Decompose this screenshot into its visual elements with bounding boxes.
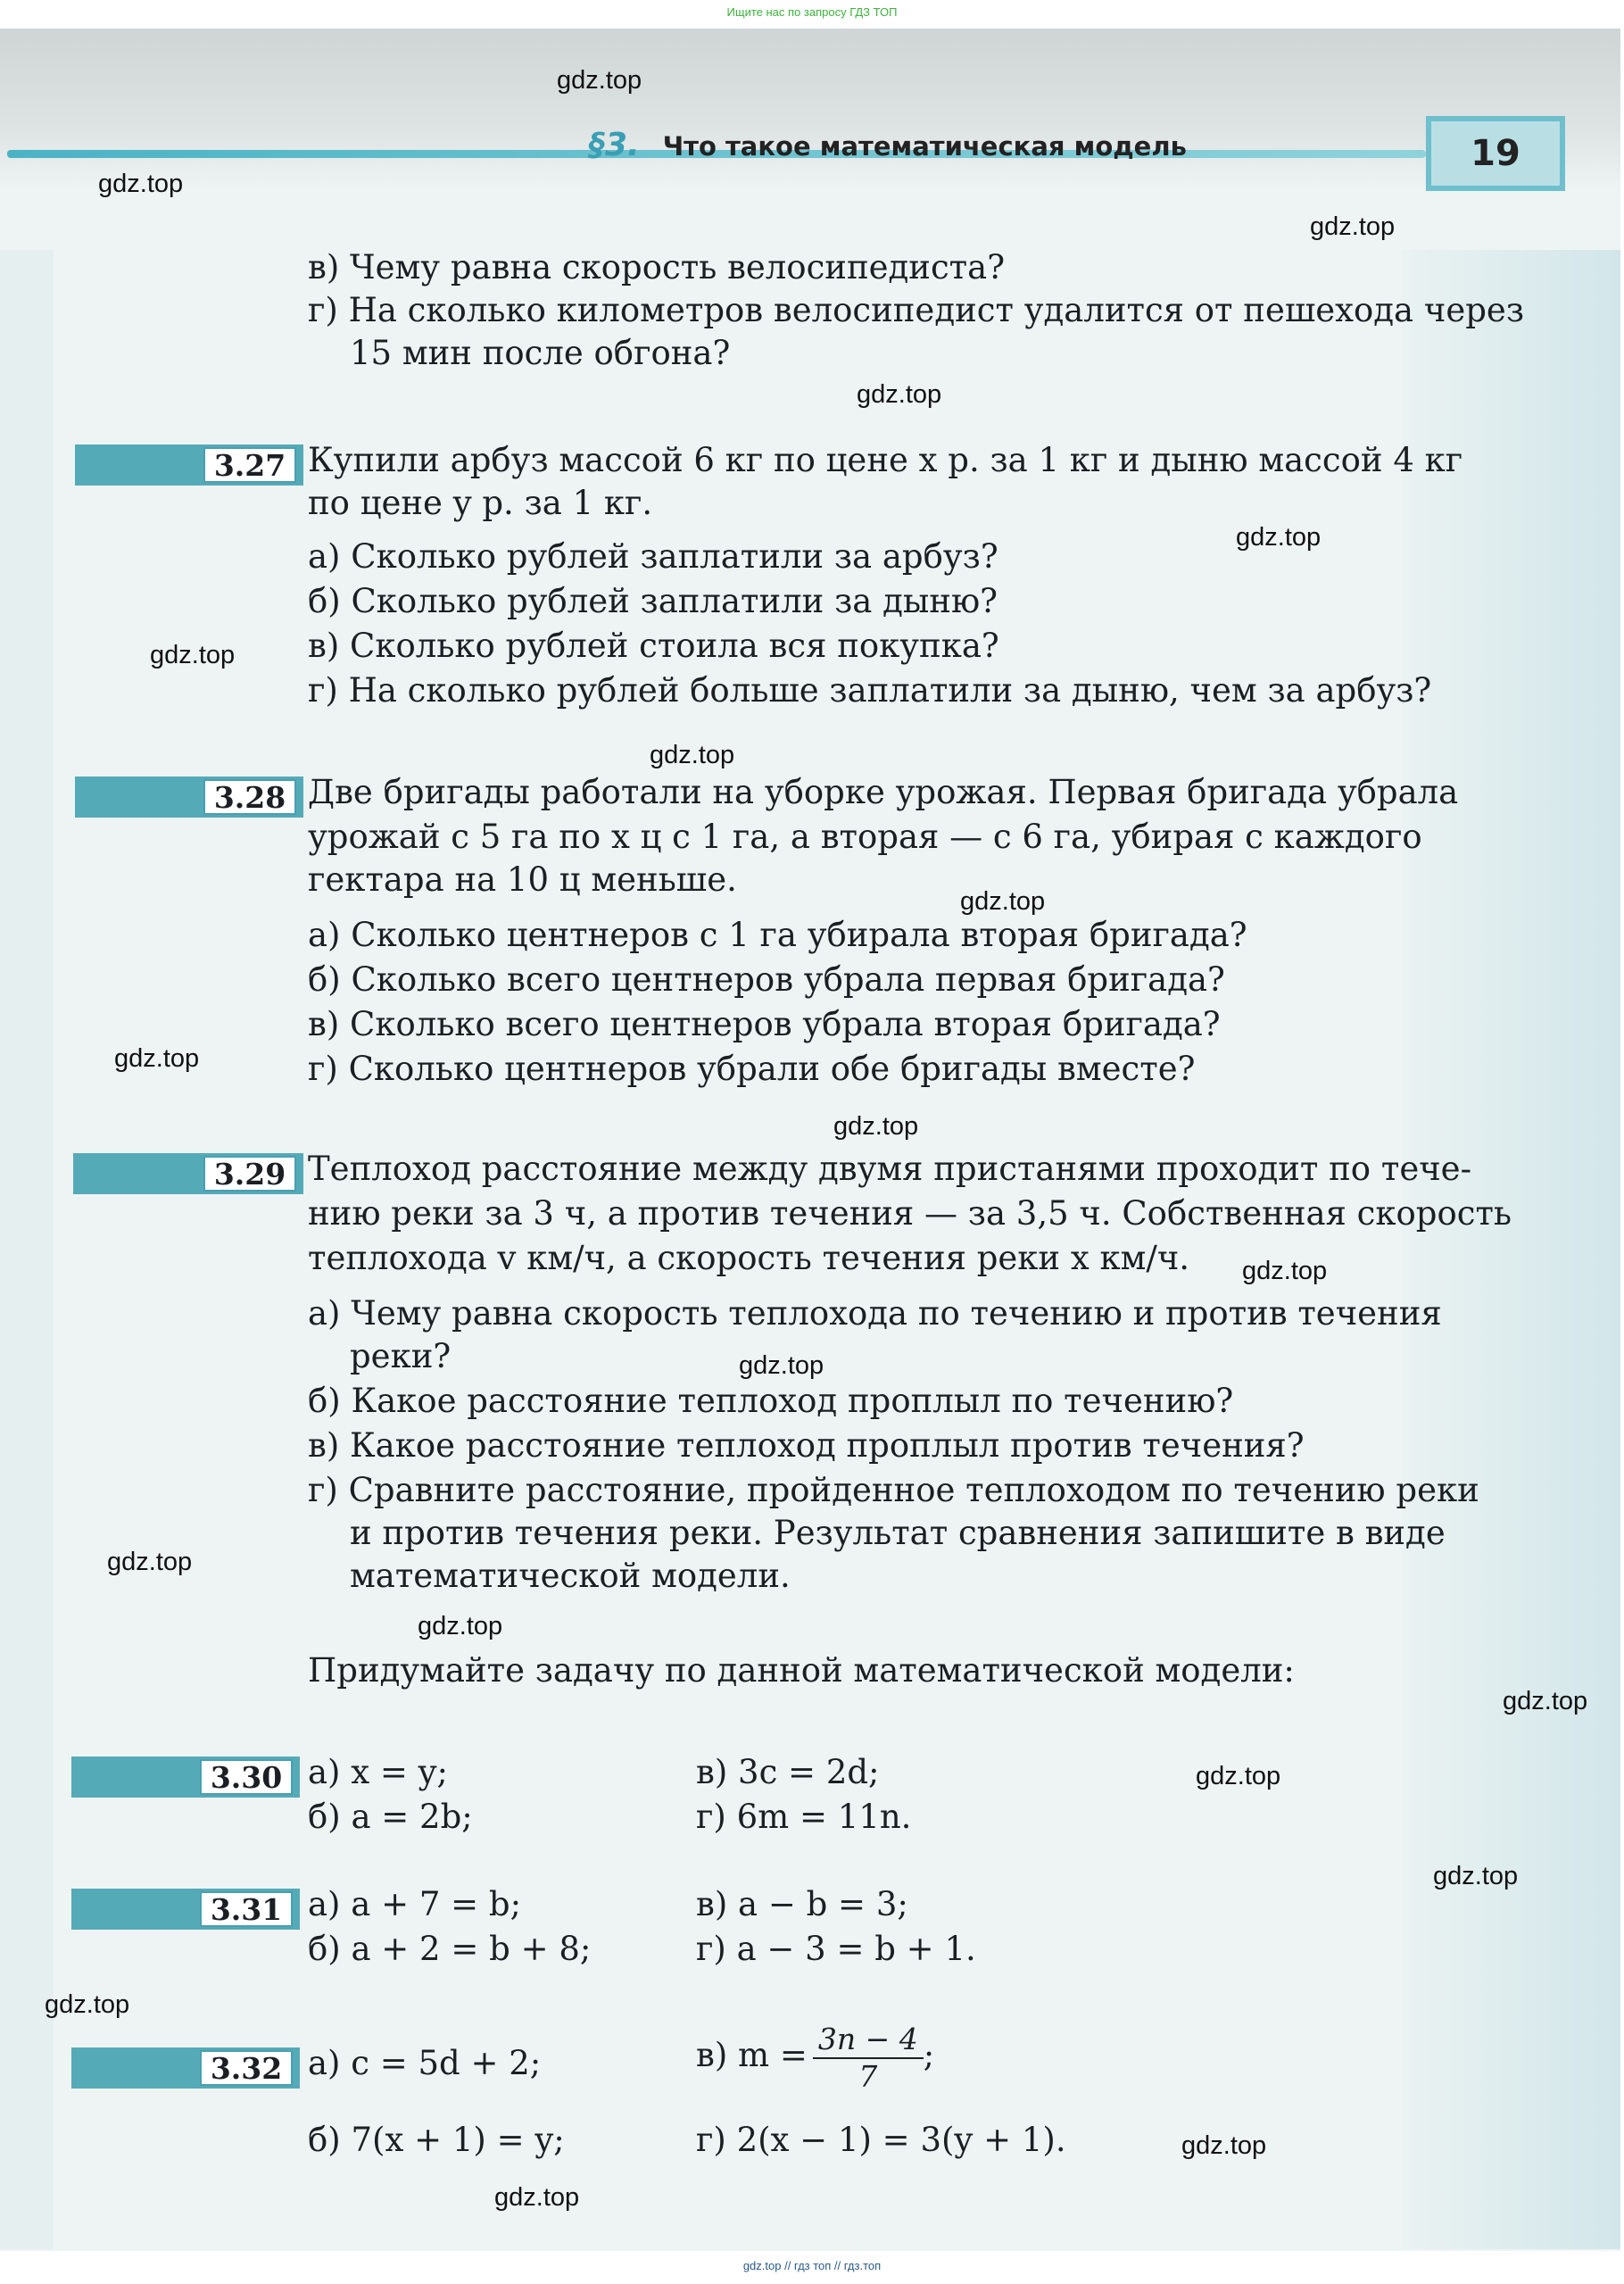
problem-3-29-number: 3.29 [203, 1156, 296, 1192]
problem-3-28-line-3: гектара на 10 ц меньше. [308, 860, 737, 899]
problem-3-32-c-suffix: ; [923, 2036, 935, 2074]
fraction-numerator: 3n − 4 [813, 2022, 924, 2059]
watermark: gdz.top [1181, 2131, 1267, 2160]
section-title [589, 127, 1187, 163]
bottom-note: gdz.top // гдз топ // гдз.топ [742, 2259, 882, 2272]
problem-3-29-item-a-cont: реки? [350, 1337, 452, 1375]
problem-3-27-item-b: б) Сколько рублей заплатили за дыню? [308, 582, 998, 620]
problem-3-28-item-d: г) Сколько центнеров убрали обе бригады вместе? [308, 1050, 1196, 1088]
watermark: gdz.top [107, 1548, 193, 1576]
problem-3-27-item-c: в) Сколько рублей стоила вся покупка? [308, 627, 999, 665]
watermark: gdz.top [1196, 1762, 1281, 1790]
watermark: gdz.top [45, 1990, 130, 2019]
instruction-text: Придумайте задачу по данной математической модели: [308, 1651, 1295, 1690]
problem-3-31-c: в) a − b = 3; [696, 1885, 908, 1923]
watermark: gdz.top [1242, 1257, 1328, 1285]
problem-3-27-line-1: Купили арбуз массой 6 кг по цене x р. за 1 кг и дыню массой 4 кг [308, 441, 1463, 479]
problem-3-29-item-c: в) Какое расстояние теплоход проплыл против течения? [308, 1426, 1305, 1465]
problem-3-28-number: 3.28 [203, 779, 296, 815]
problem-3-29-item-d-cont-1: и против течения реки. Результат сравнения запишите в виде [350, 1514, 1446, 1552]
problem-3-29-line-1: Теплоход расстояние между двумя пристанями проходит по тече- [308, 1150, 1472, 1188]
watermark: gdz.top [1433, 1862, 1519, 1890]
problem-3-27-number: 3.27 [203, 447, 296, 483]
problem-3-30-a: а) x = y; [308, 1753, 449, 1791]
problem-3-27-item-d: г) На сколько рублей больше заплатили за дыню, чем за арбуз? [308, 671, 1432, 710]
watermark: gdz.top [98, 170, 184, 198]
watermark: gdz.top [960, 887, 1046, 916]
intro-line-1: в) Чему равна скорость велосипедиста? [308, 248, 1006, 287]
problem-3-30-c: в) 3c = 2d; [696, 1753, 880, 1791]
right-margin-band [1403, 250, 1620, 2249]
problem-3-28-line-2: урожай с 5 га по x ц с 1 га, а вторая — с 6 га, убирая с каждого [308, 818, 1422, 856]
watermark: gdz.top [857, 380, 942, 409]
problem-3-29-item-a: а) Чему равна скорость теплохода по течению и против течения [308, 1294, 1442, 1333]
problem-3-32-c-prefix: в) m = [696, 2036, 808, 2074]
watermark: gdz.top [739, 1351, 824, 1380]
intro-line-2: г) На сколько километров велосипедист удалится от пешехода через [308, 291, 1525, 329]
watermark: gdz.top [650, 741, 735, 769]
watermark: gdz.top [494, 2183, 580, 2212]
problem-3-32-number: 3.32 [200, 2050, 293, 2086]
problem-3-27-item-a: а) Сколько рублей заплатили за арбуз? [308, 537, 998, 576]
problem-3-30-d: г) 6m = 11n. [696, 1798, 912, 1836]
section-heading: Что такое математическая модель [662, 131, 1187, 162]
problem-3-31-number: 3.31 [200, 1891, 293, 1927]
section-number: §3. [589, 127, 640, 163]
watermark: gdz.top [833, 1112, 919, 1141]
watermark: gdz.top [418, 1612, 503, 1640]
problem-3-32-b: б) 7(x + 1) = y; [308, 2121, 565, 2159]
problem-3-27-line-2: по цене y р. за 1 кг. [308, 484, 653, 522]
problem-3-29-line-3: теплохода v км/ч, а скорость течения реки x км/ч. [308, 1239, 1190, 1277]
problem-3-28-item-b: б) Сколько всего центнеров убрала первая бригада? [308, 960, 1225, 999]
problem-3-28-item-c: в) Сколько всего центнеров убрала вторая бригада? [308, 1005, 1221, 1043]
problem-3-32-c-fraction [813, 2022, 924, 2095]
problem-3-31-b: б) a + 2 = b + 8; [308, 1930, 592, 1968]
watermark: gdz.top [1310, 212, 1396, 241]
top-note: Ищите нас по запросу ГДЗ ТОП [726, 5, 898, 19]
watermark: gdz.top [1503, 1687, 1588, 1715]
problem-3-32-a: а) c = 5d + 2; [308, 2044, 542, 2082]
watermark: gdz.top [150, 641, 236, 669]
problem-3-32-c [696, 2015, 934, 2096]
fraction-denominator: 7 [858, 2058, 878, 2094]
watermark: gdz.top [1236, 523, 1322, 552]
problem-3-28-item-a: а) Сколько центнеров с 1 га убирала вторая бригада? [308, 916, 1247, 954]
intro-line-3: 15 мин после обгона? [350, 334, 731, 372]
problem-3-30-number: 3.30 [200, 1759, 293, 1795]
problem-3-29-line-2: нию реки за 3 ч, а против течения — за 3,5 ч. Собственная скорость [308, 1194, 1512, 1233]
problem-3-32-d: г) 2(x − 1) = 3(y + 1). [696, 2121, 1066, 2159]
problem-3-31-a: а) a + 7 = b; [308, 1885, 522, 1923]
problem-3-29-item-d-cont-2: математической модели. [350, 1557, 791, 1595]
left-margin-band [0, 250, 54, 2249]
watermark: gdz.top [557, 66, 642, 95]
problem-3-29-item-d: г) Сравните расстояние, пройденное теплоходом по течению реки [308, 1471, 1479, 1509]
problem-3-29-item-b: б) Какое расстояние теплоход проплыл по течению? [308, 1382, 1234, 1420]
problem-3-31-d: г) a − 3 = b + 1. [696, 1930, 976, 1968]
watermark: gdz.top [114, 1044, 200, 1073]
problem-3-30-b: б) a = 2b; [308, 1798, 473, 1836]
problem-3-28-line-1: Две бригады работали на уборке урожая. Первая бригада убрала [308, 773, 1459, 811]
page-number: 19 [1426, 116, 1565, 191]
header-band [0, 29, 1620, 189]
